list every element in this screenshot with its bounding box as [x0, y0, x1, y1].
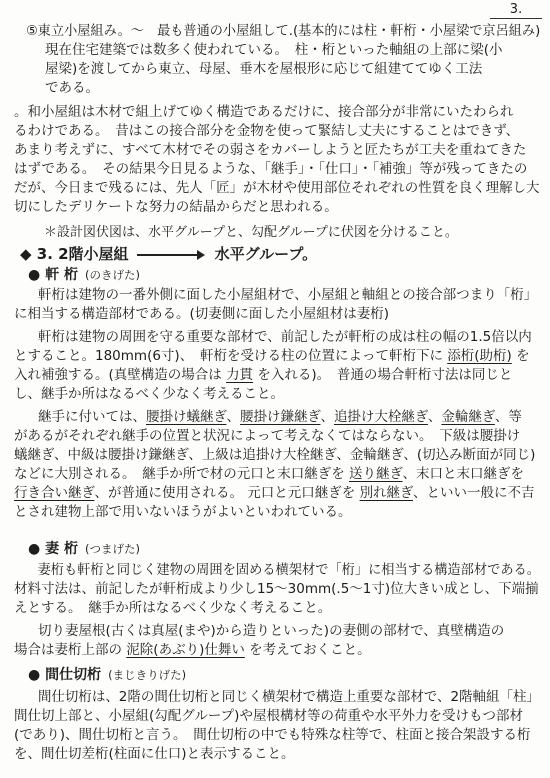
text-line [14, 103, 540, 122]
text-segment: 場合は妻桁上部の [14, 642, 127, 658]
paragraph-tsumageta-1 [14, 561, 540, 618]
text-segment: 切にしたデリケートな努力の結晶からだと思われる。 [14, 199, 338, 215]
text-segment: し、継手か所はなるべく少なく考えること。 [14, 386, 284, 402]
text-line [14, 179, 539, 198]
text-segment: 、 [427, 409, 442, 425]
text-segment: を考えておくこと。 [244, 642, 371, 658]
text-line [14, 408, 540, 427]
text-segment: 入れ補強する。(真壁構造の場合は [14, 367, 227, 383]
section-heading-3-2 [20, 243, 450, 265]
heading-title: ◆ 3. 2階小屋組 [20, 245, 129, 263]
text-line [14, 707, 540, 726]
underlined-term: 腰掛け鎌継ぎ [239, 409, 321, 425]
text-line [26, 60, 540, 79]
text-segment: 材料寸法は、前記したが軒桁成より少し15～30mm(.5～1寸)位大きい成とし、下端揃 [14, 581, 539, 597]
underlined-term: 力貫 [226, 367, 254, 383]
text-segment: るわけである。 昔はこの接合部分を金物を使って緊結し丈夫にすることはできず、 [14, 123, 520, 139]
subheading-reading: (つまげた) [84, 542, 140, 556]
paragraph-majikirigeta-1 [14, 688, 540, 764]
page-number-text: 3. [509, 2, 523, 17]
text-line [26, 22, 541, 41]
subheading-title: ● 軒 桁 [28, 267, 78, 283]
text-line [14, 160, 540, 179]
text-segment: 蟻継ぎ、中級は腰掛け鎌継ぎ、上級は追掛け大栓継ぎ、金輪継ぎ、(切込み断面が同じ) [14, 447, 536, 463]
underlined-term: 金輪継ぎ [441, 409, 495, 425]
text-line [14, 726, 540, 745]
text-line [14, 347, 540, 366]
subheading-tsumageta [28, 540, 328, 559]
text-line [14, 286, 540, 305]
text-segment: ＊設計図伏図は、水平グループと、勾配グループに伏図を分けること。 [44, 225, 458, 240]
text-line [14, 580, 540, 599]
text-line [14, 305, 540, 324]
text-segment: 、末口と末口継ぎを [402, 466, 525, 482]
text-segment: とすること。180mm(6寸)、 軒桁を受ける柱の位置によって軒桁下に [14, 348, 448, 364]
text-segment: 、が普通に使用される。 元口と元口継ぎを [94, 485, 360, 501]
text-segment: 間仕切上部と、小屋組(勾配グループ)や屋根構材等の荷重や水平外力を受けもつ部材 [14, 708, 523, 724]
text-segment: 、 [226, 409, 240, 425]
text-segment: 、といい一般に不吉 [413, 485, 535, 501]
text-segment: 間仕切桁は、2階の間仕切桁と同じく横架材で構造上重要な部材で、2階軸組「柱」 [37, 689, 540, 705]
underlined-term: 別れ継ぎ [359, 485, 414, 501]
subheading-reading: (のきげた) [84, 268, 140, 282]
text-segment: だが、今日まで残るには、先人「匠」が木材や使用部位それぞれの性質を良く理解し大 [14, 180, 540, 196]
section-tsukadate-koyagumi [26, 22, 540, 98]
text-segment: 妻桁も軒桁と同じく建物の周囲を固める横架材で「桁」に相当する構造部材である。 [37, 562, 540, 578]
text-line [14, 599, 540, 618]
note-design-drawing [44, 223, 540, 242]
underlined-term: 追掛け大栓継ぎ [333, 409, 428, 425]
text-line [14, 688, 539, 707]
subheading-title: ● 間仕切桁 [28, 667, 102, 683]
text-segment: とされ建物上部で用いないほうがよいといわれている。 [14, 504, 352, 520]
text-segment: 切り妻屋根(古くは真屋(まや)から造りといった)の妻側の部材で、真壁構造の [38, 623, 505, 639]
text-line [14, 641, 540, 660]
text-segment: を入れる)。 普通の場合軒桁寸法は同じと [253, 367, 513, 383]
text-segment: えとする。 継手か所はなるべく少なく考えること。 [14, 600, 332, 616]
text-line [14, 141, 540, 160]
text-line [14, 503, 540, 522]
text-segment: あまり考えずに、すべて木材でその弱さをカバーしようと匠たちが工夫を重ねてきた [14, 142, 527, 158]
paragraph-wakoyagumi [14, 103, 540, 217]
text-line [14, 622, 540, 641]
text-line [14, 745, 540, 764]
text-line [14, 427, 540, 446]
underlined-term: 泥除(あぶり)仕舞い [126, 642, 245, 658]
text-line [26, 79, 540, 98]
underlined-term: 送り継ぎ [349, 466, 403, 482]
text-line [26, 41, 540, 60]
text-line [14, 465, 540, 484]
text-segment: 。和小屋組は木材で組上げてゆく構造であるだけに、接合部分が非常にいたわられ [14, 104, 514, 120]
page-number [490, 2, 542, 19]
text-line [14, 561, 540, 580]
text-segment: 、 [320, 409, 334, 425]
text-segment: はずである。 その結果今日見るような、「継手」・「仕口」・「補強」等が残ってきたの [14, 161, 528, 177]
paragraph-nokigeta-1 [14, 286, 540, 324]
text-segment: があるがそれぞれ継手の位置と状況によって考えなくてはならない。 下級は腰掛け [14, 428, 521, 444]
subheading-title: ● 妻 桁 [28, 541, 78, 557]
underlined-term: 行き合い継ぎ [14, 485, 95, 501]
text-segment: である。 [45, 80, 99, 96]
text-line [14, 328, 540, 347]
text-segment: (であり)、間仕切桁と言う。 間仕切桁の中でも特殊な柱等で、柱面と接合架設する桁 [14, 727, 531, 743]
text-segment: 軒桁は建物の周囲を守る重要な部材で、前記したが軒桁の成は柱の幅の1.5倍以内 [38, 329, 532, 345]
text-segment: を、間仕切差桁(柱面に仕口)と表示すること。 [14, 746, 295, 762]
text-line [14, 385, 540, 404]
paragraph-nokigeta-3 [14, 408, 540, 522]
text-line [14, 446, 540, 465]
text-segment: 、等 [494, 409, 522, 425]
heading-target: 水平グループ。 [214, 245, 318, 263]
text-segment: を [511, 348, 530, 364]
text-segment: などに大別される。 継手か所で材の元口と末口継ぎを [14, 466, 350, 482]
text-segment: ⑤東立小屋組み。～ 最も普通の小屋組して.(基本的には柱・軒桁・小屋梁で京呂組み) [26, 23, 541, 39]
text-line [14, 366, 540, 385]
text-line [14, 484, 540, 503]
text-line [14, 198, 540, 217]
arrow-icon [137, 254, 203, 256]
text-segment: 屋梁)を渡してから東立、母屋、垂木を屋根形に応じて組建ててゆく工法 [45, 61, 483, 77]
subheading-majikirigeta [28, 666, 328, 685]
text-segment: 軒桁は建物の一番外側に面した小屋組材で、小屋組と軸組との接合部つまり「桁」 [38, 287, 538, 303]
text-line [14, 122, 540, 141]
paragraph-nokigeta-2 [14, 328, 540, 404]
text-segment: 現在住宅建築では数多く使われている。 柱・桁といった軸組の上部に梁(小 [45, 42, 503, 58]
paragraph-tsumageta-2 [14, 622, 540, 660]
subheading-reading: (まじきりげた) [108, 668, 187, 682]
subheading-nokigeta [28, 266, 328, 285]
text-segment: 継手に付いては、 [38, 409, 146, 425]
text-line [44, 223, 540, 242]
underlined-term: 腰掛け蟻継ぎ [146, 409, 227, 425]
underlined-term: 添桁(助桁) [447, 348, 512, 364]
text-segment: に相当する構造部材である。(切妻側に面した小屋組材は妻桁) [14, 306, 390, 322]
